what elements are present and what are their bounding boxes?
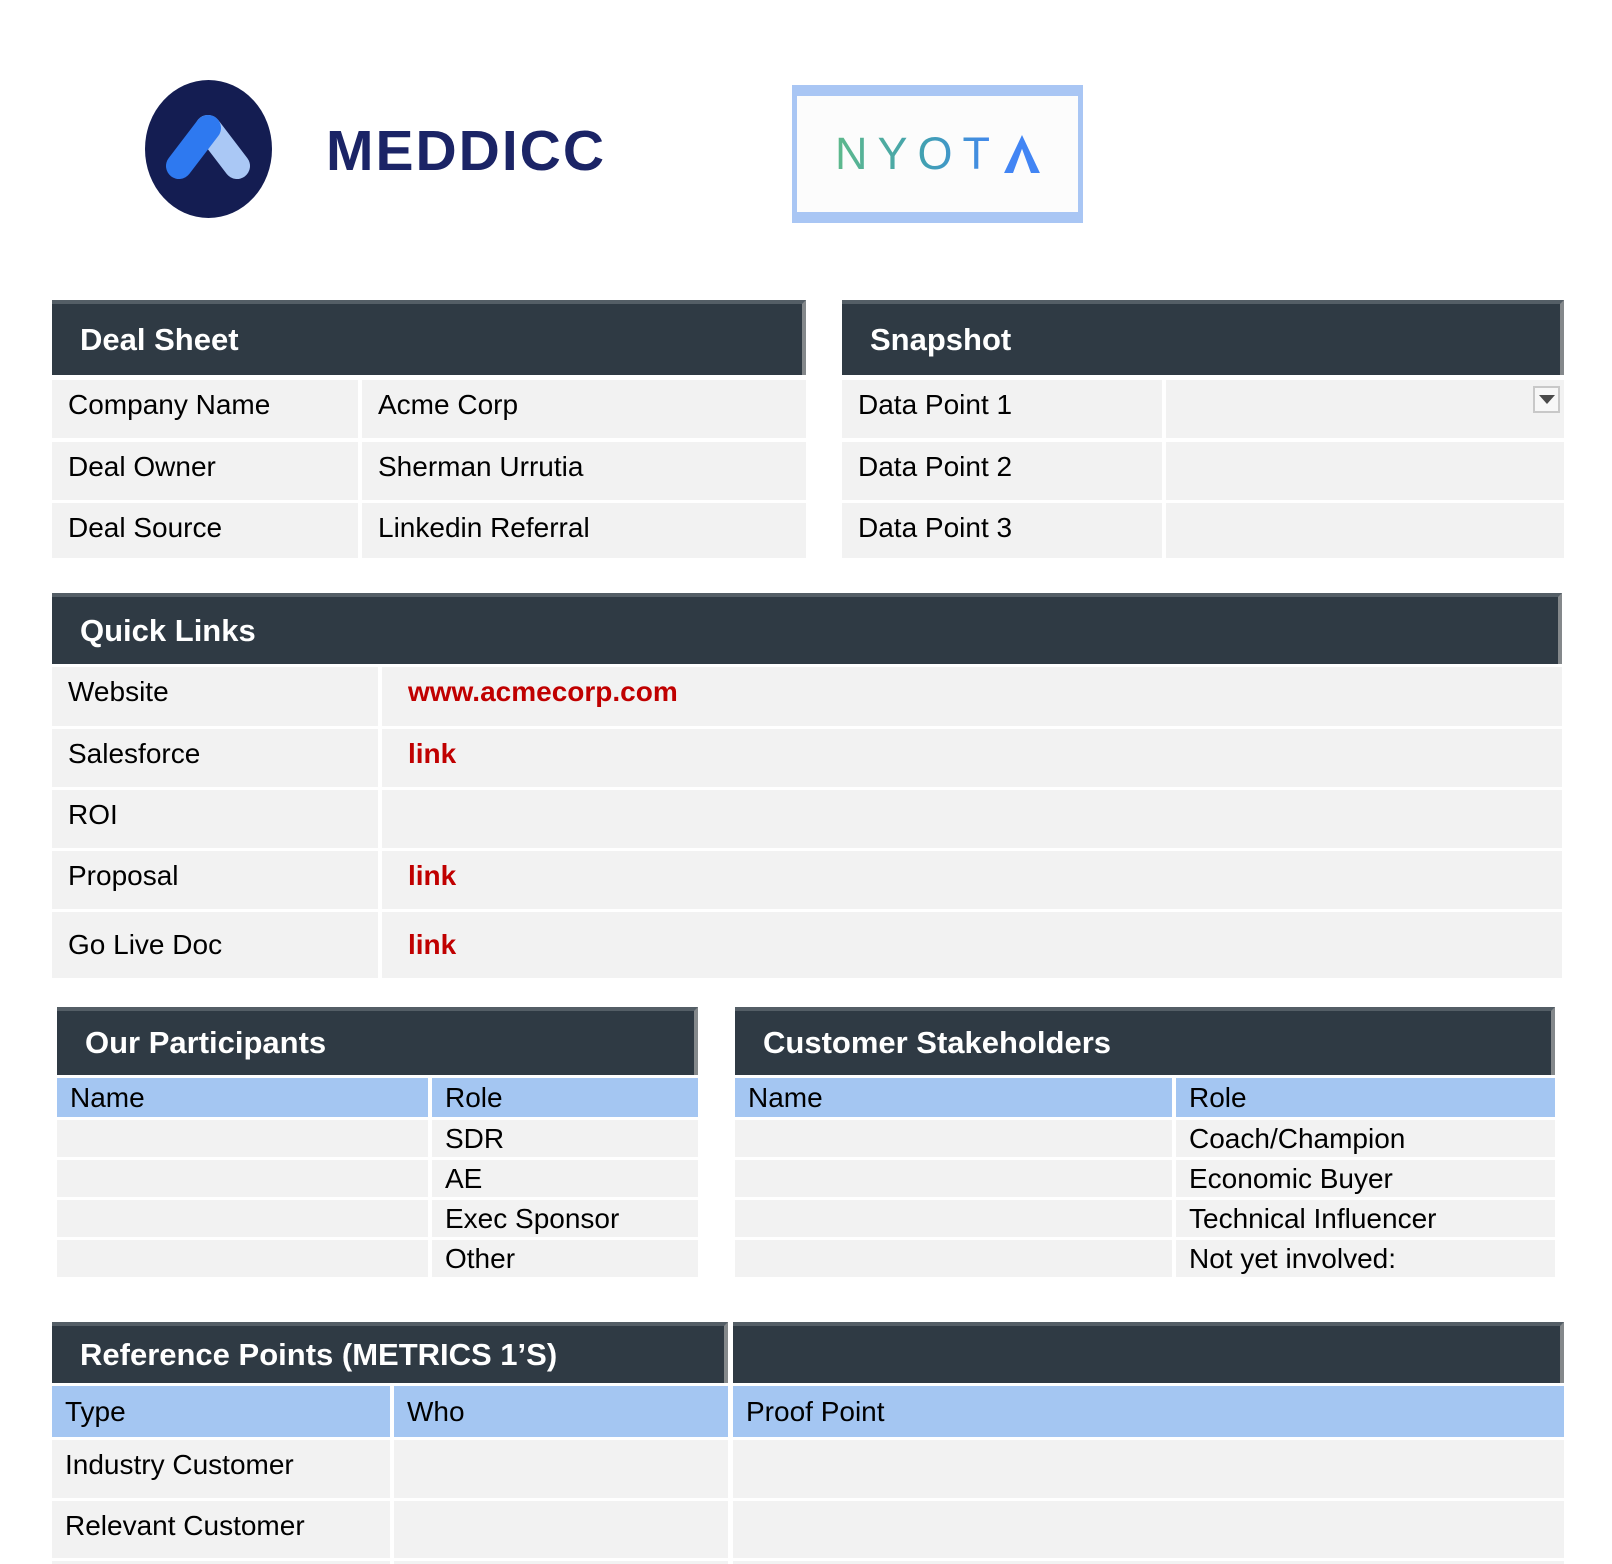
- deal-sheet-label-company-name: Company Name: [52, 380, 358, 438]
- deal-sheet-value-company-name[interactable]: Acme Corp: [362, 380, 806, 438]
- reference-points-column-type: Type: [52, 1386, 390, 1437]
- nyota-arrow-icon: [1004, 135, 1040, 173]
- snapshot-dropdown-button[interactable]: [1533, 386, 1560, 413]
- snapshot-value-data-point-2[interactable]: [1166, 442, 1564, 500]
- participant-role-cell: Other: [432, 1240, 698, 1277]
- deal-sheet-label-deal-owner: Deal Owner: [52, 442, 358, 500]
- stakeholder-name-cell[interactable]: [735, 1240, 1172, 1277]
- participant-name-cell[interactable]: [57, 1200, 428, 1237]
- our-participants-header: [57, 1007, 698, 1075]
- reference-who-cell[interactable]: [394, 1440, 728, 1498]
- participant-name-cell[interactable]: [57, 1160, 428, 1197]
- reference-type-cell: Industry Customer: [52, 1440, 390, 1498]
- reference-points-column-who: Who: [394, 1386, 728, 1437]
- snapshot-value-data-point-3[interactable]: [1166, 503, 1564, 558]
- nyota-logo: [792, 85, 1083, 223]
- quick-links-value-website: [382, 667, 1562, 726]
- quick-links-title: Quick Links: [80, 612, 256, 648]
- quick-links-label-proposal: Proposal: [52, 851, 378, 909]
- participant-name-cell[interactable]: [57, 1240, 428, 1277]
- deal-sheet-label-deal-source: Deal Source: [52, 503, 358, 558]
- participant-name-cell[interactable]: [57, 1120, 428, 1157]
- snapshot-title: Snapshot: [870, 321, 1012, 357]
- deal-sheet-value-deal-source[interactable]: Linkedin Referral: [362, 503, 806, 558]
- quick-links-label-website: Website: [52, 667, 378, 726]
- stakeholder-role-cell: Economic Buyer: [1176, 1160, 1555, 1197]
- quick-links-value-proposal: [382, 851, 1562, 909]
- reference-proof-point-cell[interactable]: [733, 1501, 1564, 1558]
- reference-points-column-proof-point: Proof Point: [733, 1386, 1564, 1437]
- snapshot-header: [842, 300, 1564, 375]
- reference-points-header: [52, 1322, 728, 1383]
- quick-links-label-roi: ROI: [52, 790, 378, 848]
- stakeholder-role-cell: Not yet involved:: [1176, 1240, 1555, 1277]
- deal-sheet-value-deal-owner[interactable]: Sherman Urrutia: [362, 442, 806, 500]
- reference-type-cell: Relevant Customer: [52, 1501, 390, 1558]
- quick-links-header: [52, 593, 1562, 664]
- stakeholder-role-cell: Coach/Champion: [1176, 1120, 1555, 1157]
- quick-links-value-roi[interactable]: [382, 790, 1562, 848]
- snapshot-value-data-point-1[interactable]: [1166, 380, 1564, 438]
- participant-role-cell: AE: [432, 1160, 698, 1197]
- salesforce-link[interactable]: link: [408, 738, 457, 769]
- reference-points-title: Reference Points (METRICS 1’S): [80, 1336, 558, 1372]
- stakeholder-name-cell[interactable]: [735, 1120, 1172, 1157]
- stakeholder-name-cell[interactable]: [735, 1160, 1172, 1197]
- customer-stakeholders-header: [735, 1007, 1555, 1075]
- go-live-doc-link[interactable]: link: [408, 929, 457, 960]
- proposal-link[interactable]: link: [408, 860, 457, 891]
- customer-stakeholders-column-role: Role: [1176, 1078, 1555, 1117]
- participant-role-cell: Exec Sponsor: [432, 1200, 698, 1237]
- reference-who-cell[interactable]: [394, 1501, 728, 1558]
- our-participants-column-name: Name: [57, 1078, 428, 1117]
- reference-proof-point-cell[interactable]: [733, 1440, 1564, 1498]
- customer-stakeholders-title: Customer Stakeholders: [763, 1025, 1111, 1060]
- quick-links-label-salesforce: Salesforce: [52, 729, 378, 787]
- snapshot-label-data-point-2: Data Point 2: [842, 442, 1162, 500]
- snapshot-label-data-point-3: Data Point 3: [842, 503, 1162, 558]
- reference-points-header-spacer: [733, 1322, 1564, 1383]
- meddicc-arrow-icon: [145, 78, 272, 221]
- stakeholder-name-cell[interactable]: [735, 1200, 1172, 1237]
- nyota-wordmark: NYOT: [834, 128, 1000, 179]
- stakeholder-role-cell: Technical Influencer: [1176, 1200, 1555, 1237]
- our-participants-title: Our Participants: [85, 1025, 327, 1060]
- deal-sheet-title: Deal Sheet: [80, 321, 239, 357]
- quick-links-label-go-live-doc: Go Live Doc: [52, 912, 378, 978]
- snapshot-label-data-point-1: Data Point 1: [842, 380, 1162, 438]
- quick-links-value-go-live-doc: [382, 912, 1562, 978]
- participant-role-cell: SDR: [432, 1120, 698, 1157]
- our-participants-column-role: Role: [432, 1078, 698, 1117]
- meddicc-wordmark: MEDDICC: [326, 119, 606, 183]
- website-link[interactable]: www.acmecorp.com: [408, 676, 678, 707]
- deal-sheet-header: [52, 300, 806, 375]
- meddicc-logo: [145, 80, 272, 218]
- quick-links-value-salesforce: [382, 729, 1562, 787]
- dropdown-arrow-icon: [1539, 395, 1555, 404]
- customer-stakeholders-column-name: Name: [735, 1078, 1172, 1117]
